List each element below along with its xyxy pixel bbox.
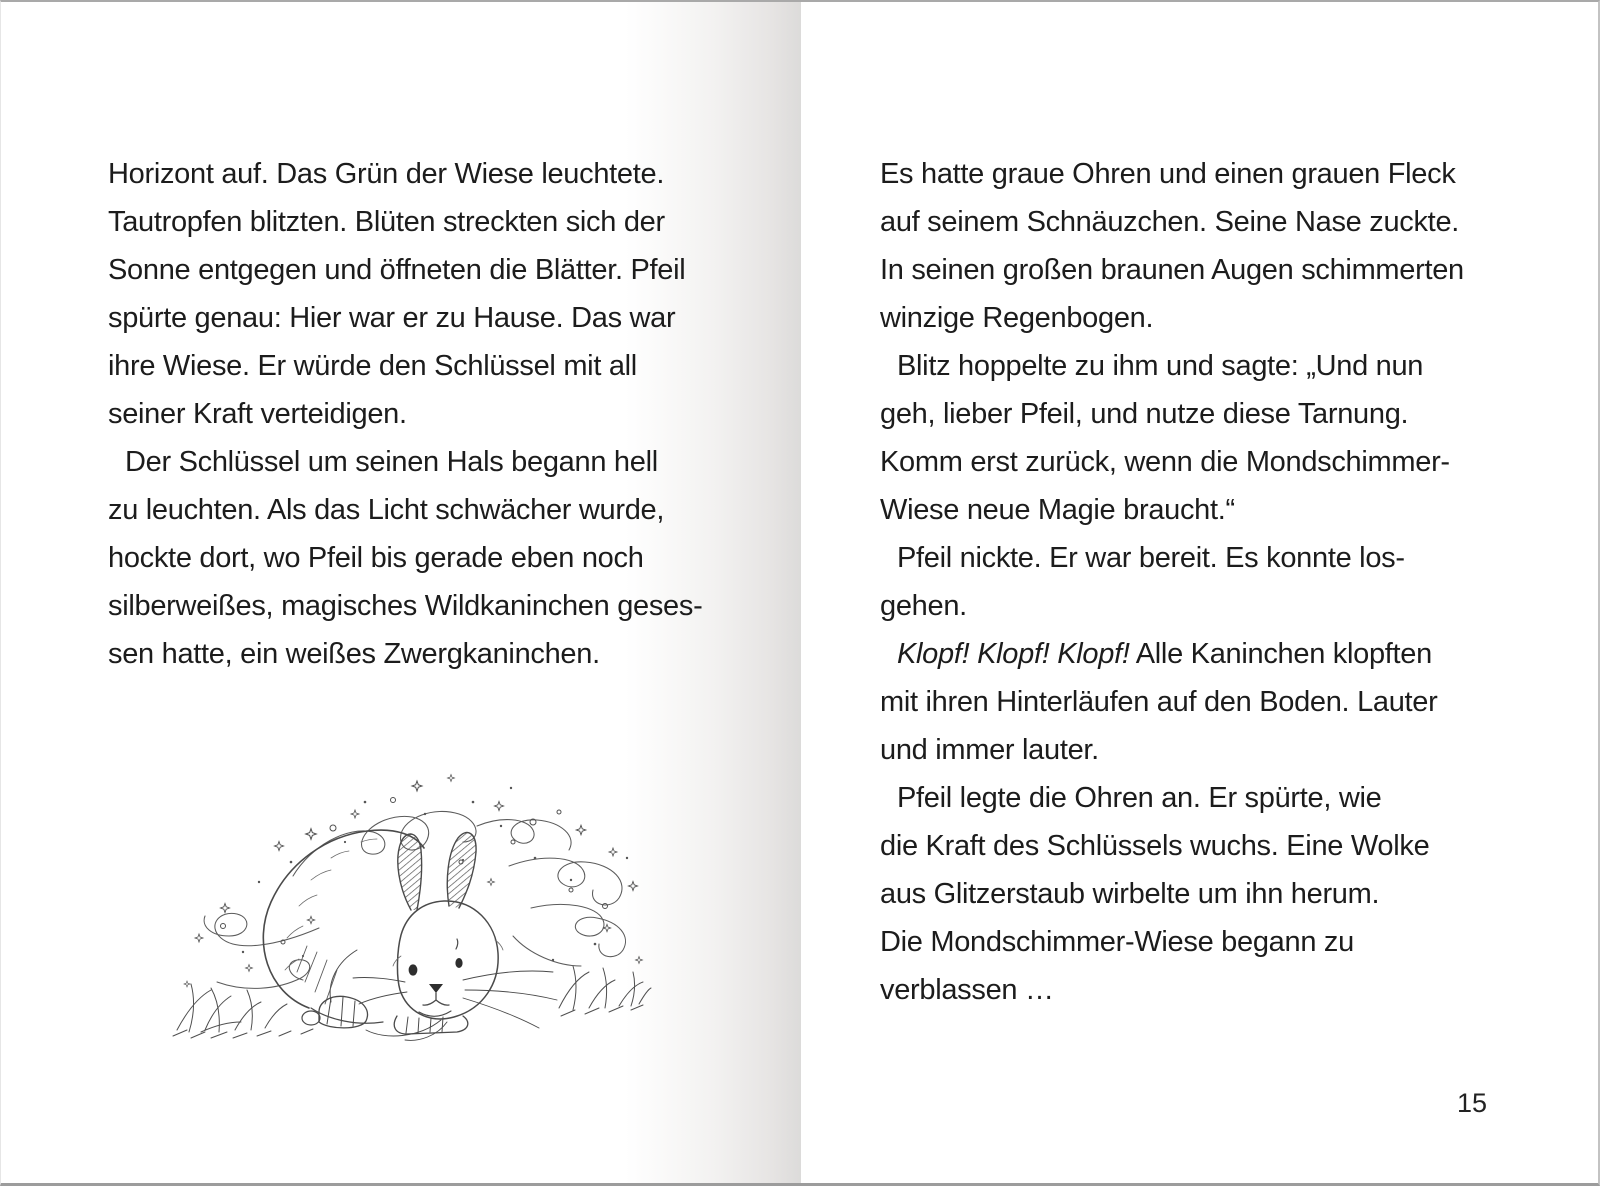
text-line <box>108 390 758 438</box>
rabbit-sketch <box>263 830 557 1040</box>
text-line <box>108 198 758 246</box>
text-run: seiner Kraft verteidigen. <box>108 398 407 430</box>
text-run: Pfeil nickte. Er war bereit. Es konnte los- <box>897 542 1405 574</box>
left-page <box>1 2 801 1183</box>
text-run: Es hatte graue Ohren und einen grauen Fleck <box>880 158 1456 190</box>
text-run: In seinen großen braunen Augen schimmerten <box>880 254 1464 286</box>
right-page <box>801 2 1600 1183</box>
text-run: und immer lauter. <box>880 734 1099 766</box>
text-line <box>880 390 1530 438</box>
text-run: Wiese neue Magie braucht.“ <box>880 494 1235 526</box>
text-run: verblassen … <box>880 974 1054 1006</box>
text-run: winzige Regenbogen. <box>880 302 1154 334</box>
text-line <box>880 486 1530 534</box>
text-line <box>108 582 758 630</box>
text-line <box>880 822 1530 870</box>
text-run: geh, lieber Pfeil, und nutze diese Tarnung. <box>880 398 1409 430</box>
text-line <box>880 342 1530 390</box>
text-line <box>880 198 1530 246</box>
text-line <box>880 870 1530 918</box>
left-text-block <box>108 150 758 678</box>
text-line <box>880 678 1530 726</box>
text-line <box>880 774 1530 822</box>
text-line <box>108 534 758 582</box>
text-line <box>880 726 1530 774</box>
text-run: Komm erst zurück, wenn die Mondschimmer- <box>880 446 1450 478</box>
text-run: hockte dort, wo Pfeil bis gerade eben noch <box>108 542 644 574</box>
text-run: sen hatte, ein weißes Zwergkaninchen. <box>108 638 600 670</box>
text-line <box>880 630 1530 678</box>
text-line <box>880 966 1530 1014</box>
text-run: Sonne entgegen und öffneten die Blätter. Pfeil <box>108 254 686 286</box>
text-line <box>880 246 1530 294</box>
text-line <box>108 150 758 198</box>
text-run: gehen. <box>880 590 967 622</box>
text-run: aus Glitzerstaub wirbelte um ihn herum. <box>880 878 1380 910</box>
text-line <box>108 630 758 678</box>
text-run: Pfeil legte die Ohren an. Er spürte, wie <box>897 782 1382 814</box>
right-text-block <box>880 150 1530 1014</box>
text-line <box>108 246 758 294</box>
grass-left-tuft <box>173 984 313 1038</box>
text-line <box>880 918 1530 966</box>
text-run: ihre Wiese. Er würde den Schlüssel mit all <box>108 350 637 382</box>
text-run: Alle Kaninchen klopften <box>1129 638 1432 670</box>
text-run: silberweißes, magisches Wildkaninchen geses- <box>108 590 703 622</box>
text-line <box>880 582 1530 630</box>
text-line <box>880 150 1530 198</box>
text-line <box>880 534 1530 582</box>
text-run: Blitz hoppelte zu ihm und sagte: „Und nun <box>897 350 1424 382</box>
text-run: Der Schlüssel um seinen Hals begann hell <box>125 446 658 478</box>
grass-right-tuft <box>559 966 651 1016</box>
text-line <box>108 438 758 486</box>
text-line <box>880 294 1530 342</box>
text-run: Tautropfen blitzten. Blüten streckten sich der <box>108 206 665 238</box>
text-run: die Kraft des Schlüssels wuchs. Eine Wolke <box>880 830 1430 862</box>
text-run: auf seinem Schnäuzchen. Seine Nase zuckte. <box>880 206 1460 238</box>
text-line <box>108 294 758 342</box>
text-run: spürte genau: Hier war er zu Hause. Das war <box>108 302 676 334</box>
text-run: Klopf! Klopf! Klopf! <box>897 638 1130 670</box>
text-run: zu leuchten. Als das Licht schwächer wurde, <box>108 494 665 526</box>
page-number: 15 <box>1457 1088 1488 1118</box>
text-line <box>108 486 758 534</box>
rabbit-illustration <box>161 730 653 1042</box>
text-run: mit ihren Hinterläufen auf den Boden. Lauter <box>880 686 1438 718</box>
text-line <box>108 342 758 390</box>
text-line <box>880 438 1530 486</box>
text-run: Die Mondschimmer-Wiese begann zu <box>880 926 1354 958</box>
text-run: Horizont auf. Das Grün der Wiese leuchtete. <box>108 158 665 190</box>
